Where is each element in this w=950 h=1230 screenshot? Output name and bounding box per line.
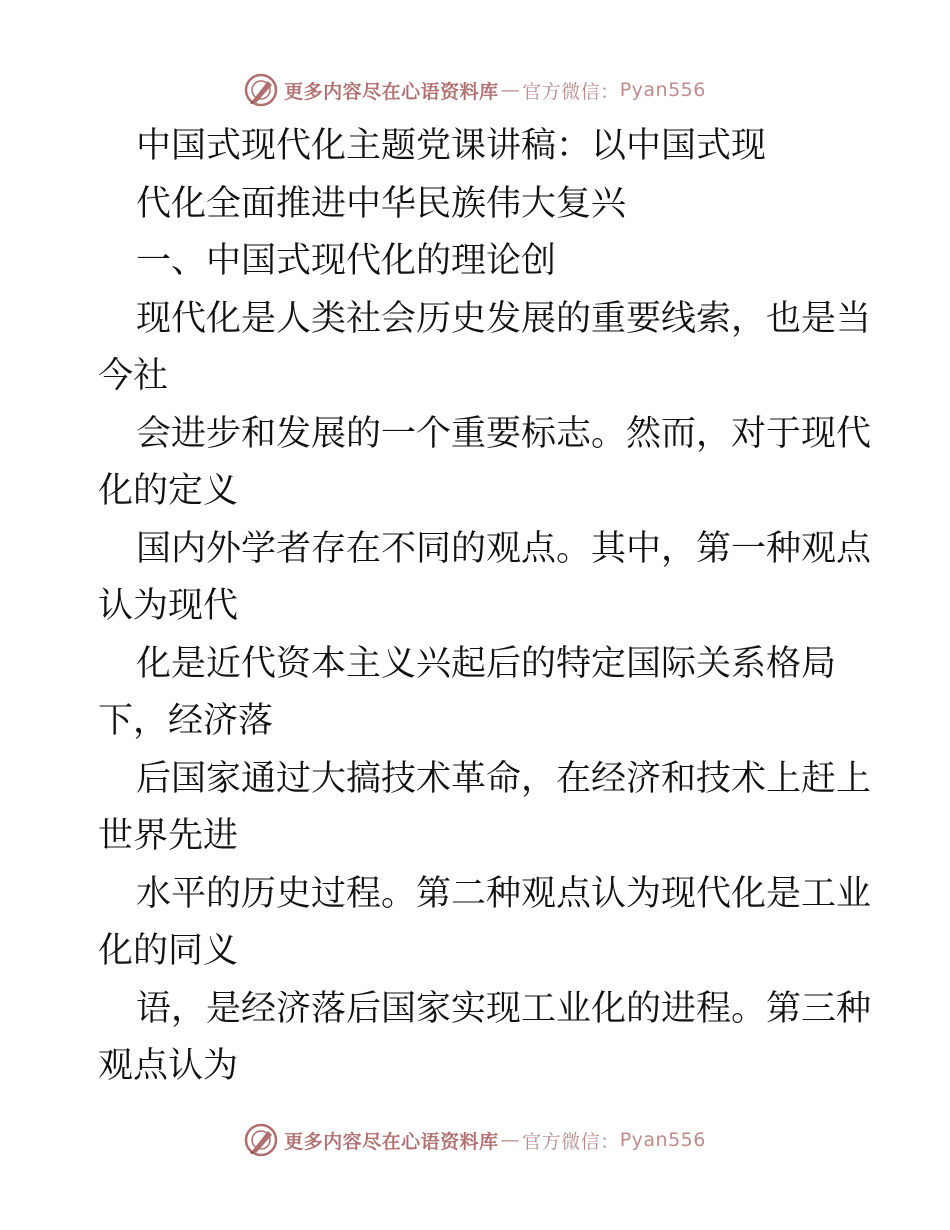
text-line: 今社 [98,356,169,396]
watermark-wechat-id: Pyan556 [619,1129,706,1151]
document-body [98,118,872,1096]
text-line: 会进步和发展的一个重要标志。然而，对于现代 [136,413,872,454]
watermark-main-text: 更多内容尽在心语资料库 [284,1130,499,1153]
text-line: 代化全面推进中华民族伟大复兴 [136,183,627,224]
text-line: 国内外学者存在不同的观点。其中，第一种观点 [136,528,872,569]
watermark-wechat-label: 官方微信： [522,80,620,103]
text-line: 语，是经济落后国家实现工业化的进程。第三种 [136,988,872,1029]
watermark-wechat-id: Pyan556 [619,79,706,101]
text-line: 化的同义 [98,931,239,971]
text-line: 下，经济落 [98,701,274,741]
text-line: 中国式现代化主题党课讲稿：以中国式现 [136,126,767,166]
watermark-wechat-label: 官方微信： [522,1130,620,1153]
footer-watermark [0,1120,950,1160]
text-line: 现代化是人类社会历史发展的重要线索，也是当 [136,298,872,339]
text-line: 化是近代资本主义兴起后的特定国际关系格局 [136,643,837,684]
text-line: 水平的历史过程。第二种观点认为现代化是工业 [136,873,872,914]
pen-logo-icon [244,1123,278,1157]
text-line: 认为现代 [98,586,239,626]
header-watermark [0,70,950,110]
text-line: 世界先进 [98,816,239,856]
text-line: 一、中国式现代化的理论创 [136,241,557,281]
pen-logo-icon [244,73,278,107]
watermark-separator: — [500,1129,521,1151]
text-line: 观点认为 [98,1046,239,1086]
watermark-main-text: 更多内容尽在心语资料库 [284,80,499,103]
text-line: 化的定义 [98,471,239,511]
text-line: 后国家通过大搞技术革命，在经济和技术上赶上 [136,758,872,799]
watermark-separator: — [500,79,521,101]
